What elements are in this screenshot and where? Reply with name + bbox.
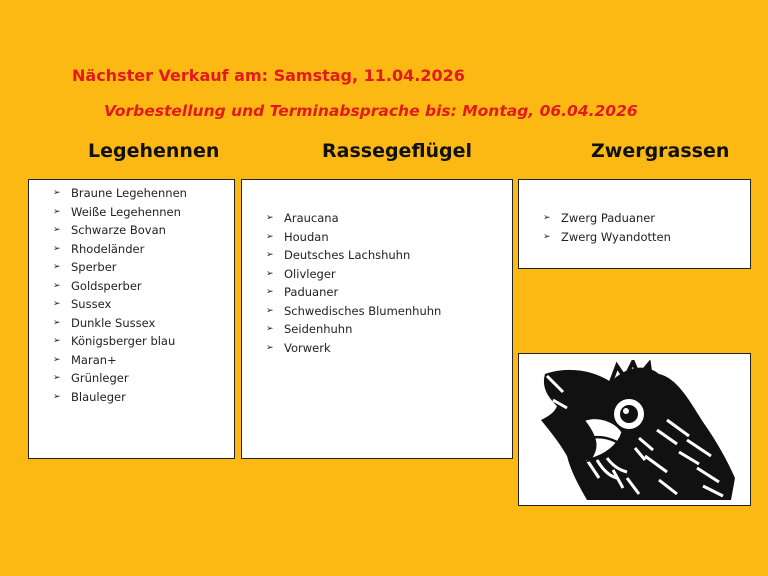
- sale-date-headline: Nächster Verkauf am: Samstag, 11.04.2026: [72, 66, 465, 85]
- chicken-head-icon: [527, 360, 739, 504]
- rassegefluegel-box: [241, 179, 513, 459]
- list-item: [266, 339, 512, 358]
- bullet-arrow-icon: ➢: [266, 287, 274, 297]
- list-item-label: Vorwerk: [284, 340, 331, 355]
- list-item: [53, 203, 234, 222]
- list-item: [53, 351, 234, 370]
- list-item-label: Schwedisches Blumenhuhn: [284, 303, 442, 318]
- list-item: [53, 332, 234, 351]
- bullet-arrow-icon: ➢: [53, 280, 61, 291]
- list-item: [53, 258, 234, 277]
- list-item: [53, 388, 234, 407]
- bullet-arrow-icon: ➢: [53, 317, 61, 328]
- bullet-arrow-icon: ➢: [53, 373, 61, 383]
- bullet-arrow-icon: ➢: [53, 336, 61, 346]
- bullet-arrow-icon: ➢: [53, 225, 61, 235]
- column-title-rassegefluegel: Rassegeflügel: [322, 140, 473, 162]
- zwergrassen-list: [543, 209, 750, 246]
- list-item-label: Braune Legehennen: [71, 186, 187, 200]
- column-title-legehennen: Legehennen: [88, 140, 220, 162]
- bullet-arrow-icon: ➢: [53, 243, 61, 254]
- bullet-arrow-icon: ➢: [543, 213, 551, 223]
- list-item-label: Dunkle Sussex: [71, 315, 156, 330]
- bullet-arrow-icon: ➢: [543, 231, 551, 242]
- list-item-label: Seidenhuhn: [284, 322, 353, 336]
- bullet-arrow-icon: ➢: [266, 342, 274, 353]
- list-item-label: Blauleger: [71, 389, 126, 404]
- list-item-label: Rhodeländer: [71, 241, 145, 256]
- list-item-label: Grünleger: [71, 371, 129, 385]
- list-item-label: Sperber: [71, 260, 117, 274]
- list-item: [266, 320, 512, 339]
- list-item: [53, 240, 234, 259]
- bullet-arrow-icon: ➢: [266, 268, 274, 279]
- list-item-label: Olivleger: [284, 266, 336, 281]
- list-item-label: Araucana: [284, 211, 339, 225]
- list-item-label: Paduaner: [284, 285, 339, 299]
- column-title-zwergrassen: Zwergrassen: [591, 140, 730, 162]
- bullet-arrow-icon: ➢: [53, 354, 61, 365]
- list-item-label: Zwerg Wyandotten: [561, 229, 671, 244]
- legehennen-list: [53, 184, 234, 406]
- list-item: [53, 277, 234, 296]
- list-item-label: Schwarze Bovan: [71, 223, 166, 237]
- list-item: [266, 283, 512, 302]
- bullet-arrow-icon: ➢: [53, 299, 61, 309]
- list-item: [543, 209, 750, 228]
- bullet-arrow-icon: ➢: [53, 188, 61, 198]
- list-item-label: Königsberger blau: [71, 334, 176, 348]
- list-item-label: Goldsperber: [71, 278, 142, 293]
- list-item: [53, 295, 234, 314]
- list-item: [53, 369, 234, 388]
- list-item: [543, 228, 750, 247]
- list-item: [266, 265, 512, 284]
- list-item: [266, 209, 512, 228]
- list-item: [266, 302, 512, 321]
- bullet-arrow-icon: ➢: [53, 391, 61, 402]
- list-item: [53, 184, 234, 203]
- preorder-deadline: Vorbestellung und Terminabsprache bis: Montag, 06.04.2026: [104, 102, 638, 120]
- list-item: [53, 221, 234, 240]
- list-item: [53, 314, 234, 333]
- list-item-label: Deutsches Lachshuhn: [284, 248, 411, 262]
- bullet-arrow-icon: ➢: [53, 262, 61, 272]
- bullet-arrow-icon: ➢: [266, 250, 274, 260]
- chicken-image-box: [518, 353, 751, 506]
- bullet-arrow-icon: ➢: [266, 213, 274, 223]
- list-item-label: Houdan: [284, 229, 329, 244]
- rassegefluegel-list: [266, 209, 512, 357]
- bullet-arrow-icon: ➢: [266, 231, 274, 242]
- list-item-label: Maran+: [71, 352, 117, 367]
- bullet-arrow-icon: ➢: [266, 305, 274, 316]
- list-item: [266, 246, 512, 265]
- zwergrassen-box: [518, 179, 751, 269]
- legehennen-box: [28, 179, 235, 459]
- list-item-label: Sussex: [71, 297, 112, 311]
- bullet-arrow-icon: ➢: [266, 324, 274, 334]
- bullet-arrow-icon: ➢: [53, 206, 61, 217]
- list-item-label: Weiße Legehennen: [71, 204, 181, 219]
- list-item-label: Zwerg Paduaner: [561, 211, 656, 225]
- list-item: [266, 228, 512, 247]
